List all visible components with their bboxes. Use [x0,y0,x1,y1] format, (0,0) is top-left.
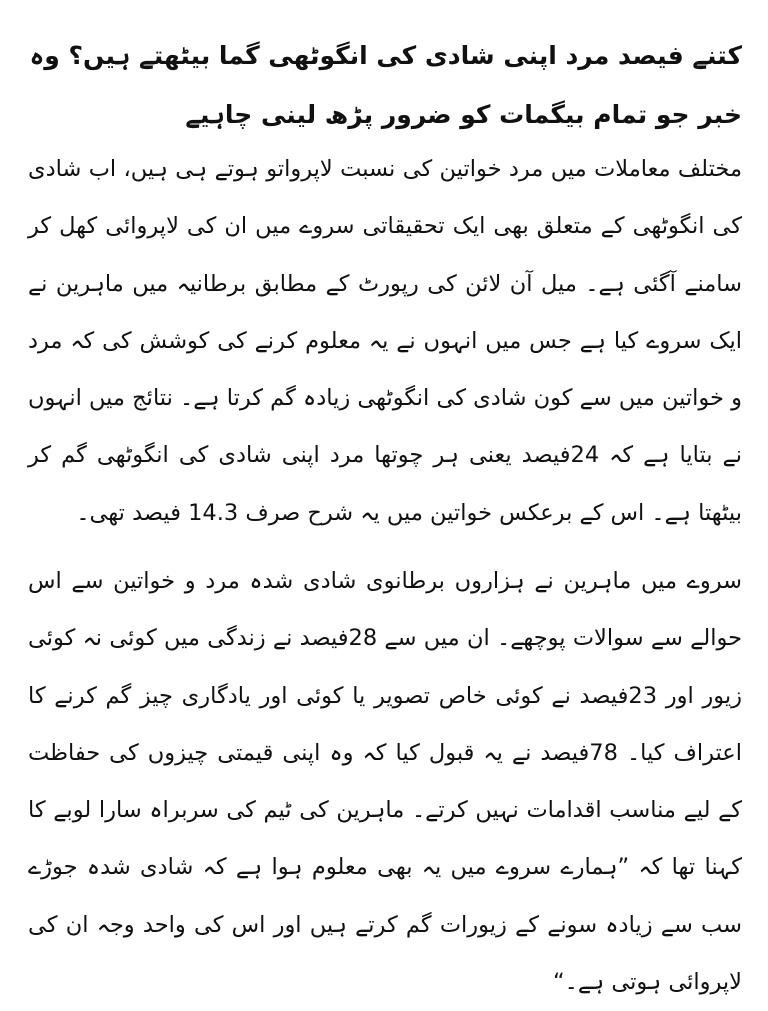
article [28,0,742,996]
article-headline: کتنے فیصد مرد اپنی شادی کی انگوٹھی گما بیٹھتے ہیں؟ وہ خبر جو تمام بیگمات کو ضرور پڑھ لینی چاہیے [29,41,742,129]
article-paragraph-2: سروے میں ماہرین نے ہزاروں برطانوی شادی شدہ مرد و خواتین سے اس حوالے سے سوالات پوچھے۔ ان میں سے 28فیصد نے زندگی میں کوئی نہ کوئی زیور اور 23فیصد نے کوئی خاص تصویر یا کوئی اور یادگاری چیز گم کرنے کا اعتراف کیا۔ 78فیصد نے یہ قبول کیا کہ وہ اپنی قیمتی چیزوں کی حفاظت کے لیے مناسب اقدامات نہیں کرتے۔ ماہرین کی ٹیم کی سربراہ سارا لوبے کا کہنا تھا کہ ”ہمارے سروے میں یہ بھی معلوم ہوا ہے کہ شادی شدہ جوڑے سب سے زیادہ سونے کے زیورات گم کرتے ہیں اور اس کی واحد وجہ ان کی لاپروائی ہوتی ہے۔“ [28,568,742,996]
article-paragraph-1: مختلف معاملات میں مرد خواتین کی نسبت لاپرواتو ہوتے ہی ہیں، اب شادی کی انگوٹھی کے متعلق بھی ایک تحقیقاتی سروے میں ان کی لاپروائی کھل کر سامنے آگئی ہے۔ میل آن لائن کی رپورٹ کے مطابق برطانیہ میں ماہرین نے ایک سروے کیا ہے جس میں انہوں نے یہ معلوم کرنے کی کوشش کی کہ مرد و خواتین میں سے کون شادی کی انگوٹھی زیادہ گم کرتا ہے۔ نتائج میں انہوں نے بتایا ہے کہ 24فیصد یعنی ہر چوتھا مرد اپنی شادی کی انگوٹھی گم کر بیٹھتا ہے۔ اس کے برعکس خواتین میں یہ شرح صرف 14.3 فیصد تھی۔ [28,156,742,526]
